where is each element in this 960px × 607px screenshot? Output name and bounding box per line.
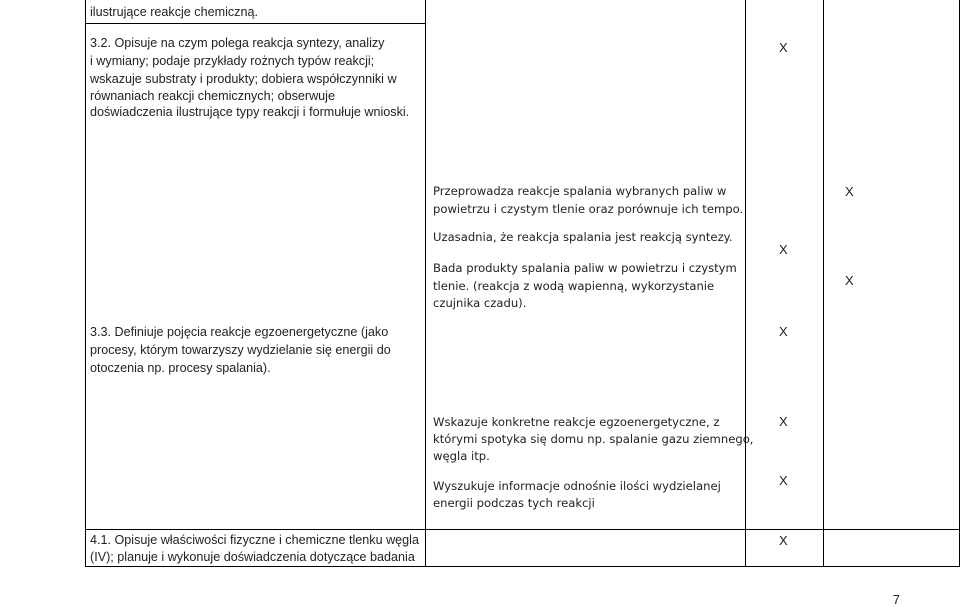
table-divider-1	[425, 0, 426, 567]
requirement-3-2-line-5: doświadczenia ilustrujące typy reakcji i formułuje wnioski.	[90, 105, 410, 119]
table-divider-2	[745, 0, 746, 567]
row-divider-4-1	[85, 529, 960, 530]
detail-3-2-a-line-2: powietrzu i czystym tlenie oraz porównuje ich tempo.	[433, 202, 744, 216]
mark-3-3-b: X	[779, 473, 788, 488]
row-divider-top	[85, 23, 425, 24]
mark-3-2-c: X	[845, 273, 854, 288]
requirement-3-3-line-3: otoczenia np. procesy spalania).	[90, 361, 271, 375]
mark-3-3-a: X	[779, 414, 788, 429]
detail-3-3-a-line-1: Wskazuje konkretne reakcje egzoenergetyczne, z	[433, 415, 720, 429]
detail-3-2-c-line-2: tlenie. (reakcja z wodą wapienną, wykorzystanie	[433, 279, 715, 293]
detail-3-2-c-line-1: Bada produkty spalania paliw w powietrzu i czystym	[433, 261, 737, 275]
mark-3-3: X	[779, 324, 788, 339]
table-border-bottom	[85, 566, 960, 567]
mark-3-2-b: X	[779, 242, 788, 257]
requirement-4-1-line-2: (IV); planuje i wykonuje doświadczenia dotyczące badania	[90, 550, 415, 564]
top-cell-text: ilustrujące reakcje chemiczną.	[90, 5, 258, 19]
detail-3-2-b-line-1: Uzasadnia, że reakcja spalania jest reakcją syntezy.	[433, 230, 733, 244]
mark-3-2-a: X	[845, 184, 854, 199]
requirement-3-3-line-1: 3.3. Definiuje pojęcia reakcje egzoenergetyczne (jako	[90, 325, 389, 339]
mark-3-2: X	[779, 40, 788, 55]
detail-3-3-a-line-2: którymi spotyka się domu np. spalanie gazu ziemnego,	[433, 432, 754, 446]
requirement-3-2-line-2: i wymiany; podaje przykłady rożnych typów reakcji;	[90, 54, 375, 68]
mark-4-1: X	[779, 533, 788, 548]
detail-3-3-a-line-3: węgla itp.	[433, 449, 490, 463]
table-border-left	[85, 0, 86, 567]
table-divider-3	[823, 0, 824, 567]
page-number: 7	[892, 592, 900, 607]
requirement-3-2-line-1: 3.2. Opisuje na czym polega reakcja syntezy, analizy	[90, 36, 385, 50]
detail-3-3-b-line-1: Wyszukuje informacje odnośnie ilości wydzielanej	[433, 479, 721, 493]
requirement-4-1-line-1: 4.1. Opisuje właściwości fizyczne i chemiczne tlenku węgla	[90, 533, 419, 547]
requirement-3-2-line-4: równaniach reakcji chemicznych; obserwuje	[90, 89, 335, 103]
detail-3-2-a-line-1: Przeprowadza reakcje spalania wybranych paliw w	[433, 184, 727, 198]
detail-3-3-b-line-2: energii podczas tych reakcji	[433, 496, 595, 510]
detail-3-2-c-line-3: czujnika czadu).	[433, 296, 527, 310]
requirement-3-2-line-3: wskazuje substraty i produkty; dobiera współczynniki w	[90, 72, 397, 86]
requirement-3-3-line-2: procesy, którym towarzyszy wydzielanie się energii do	[90, 343, 391, 357]
